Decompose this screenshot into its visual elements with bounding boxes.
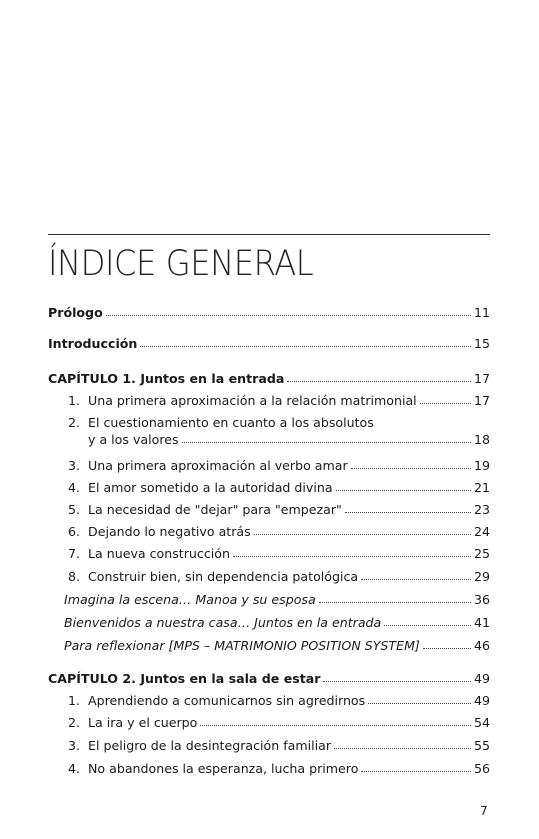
toc-entry-title: Imagina la escena… Manoa y su esposa [64, 592, 316, 607]
toc-entry-page: 29 [473, 569, 490, 584]
toc-entry-page: 23 [473, 502, 490, 517]
toc-entry-title: CAPÍTULO 1. Juntos en la entrada [48, 371, 285, 386]
toc-entry [48, 761, 490, 777]
toc-entry [48, 546, 490, 562]
toc-entry-title: La necesidad de "dejar" para "empezar" [88, 502, 342, 517]
dot-leader [361, 569, 471, 580]
dot-leader [351, 458, 471, 469]
toc-entry-page: 11 [473, 305, 490, 320]
toc-entry-title: Una primera aproximación al verbo amar [88, 458, 348, 473]
dot-leader [323, 671, 470, 682]
toc-entry [48, 480, 490, 496]
toc-entry-title: La nueva construcción [88, 546, 230, 561]
header-rule [48, 234, 490, 235]
toc-entry-page: 21 [473, 480, 490, 495]
dot-leader [254, 524, 471, 535]
dot-leader [420, 393, 471, 404]
toc-entry-page: 55 [473, 738, 490, 753]
toc-entry-title: Para reflexionar [MPS – MATRIMONIO POSITION SYSTEM] [64, 638, 420, 653]
toc-entry-title: CAPÍTULO 2. Juntos en la sala de estar [48, 671, 321, 686]
toc-entry [64, 638, 490, 654]
dot-leader [368, 693, 471, 704]
toc-entry-title: No abandones la esperanza, lucha primero [88, 761, 359, 776]
dot-leader [287, 371, 471, 382]
toc-entry-title: El amor sometido a la autoridad divina [88, 480, 333, 495]
dot-leader [361, 761, 471, 772]
toc-entry-title: Una primera aproximación a la relación matrimonial [88, 393, 417, 408]
toc-entry-title: El cuestionamiento en cuanto a los absolutos [88, 415, 374, 430]
toc-entry-title-continued: y a los valores [88, 432, 179, 447]
toc-entry-page: 56 [473, 761, 490, 776]
toc-heading [48, 305, 490, 321]
page-title: ÍNDICE GENERAL [48, 244, 314, 284]
dot-leader [140, 336, 471, 347]
toc-entry [48, 393, 490, 409]
toc-entry [48, 524, 490, 540]
toc-entry-page: 54 [473, 715, 490, 730]
dot-leader [182, 432, 471, 443]
toc-entry [64, 615, 490, 631]
toc-entry-continuation [48, 432, 490, 448]
toc-entry-number: 8. [67, 569, 80, 584]
toc-entry [48, 458, 490, 474]
toc-entry [48, 715, 490, 731]
toc-entry [48, 738, 490, 754]
dot-leader [345, 502, 471, 513]
dot-leader [106, 305, 471, 316]
toc-entry-number: 4. [67, 761, 80, 776]
toc-entry-page: 19 [473, 458, 490, 473]
toc-entry-number: 3. [67, 738, 80, 753]
dot-leader [423, 638, 471, 649]
page-number: 7 [480, 804, 488, 818]
toc-entry-number: 7. [67, 546, 80, 561]
toc-entry-number: 4. [67, 480, 80, 495]
toc-entry-page: 17 [473, 393, 490, 408]
toc-entry-page: 49 [473, 693, 490, 708]
dot-leader [200, 715, 471, 726]
toc-entry-page: 41 [473, 615, 490, 630]
toc-entry-title: Dejando lo negativo atrás [88, 524, 251, 539]
toc-entry-number: 2. [67, 715, 80, 730]
toc-entry-page: 18 [473, 432, 490, 447]
toc-entry-page: 24 [473, 524, 490, 539]
toc-heading [48, 336, 490, 352]
toc-heading [48, 671, 490, 687]
dot-leader [334, 738, 471, 749]
toc-entry-number: 1. [67, 693, 80, 708]
toc-entry-title: Introducción [48, 336, 138, 351]
toc-entry-number: 5. [67, 502, 80, 517]
toc-entry-page: 36 [473, 592, 490, 607]
toc-entry [48, 569, 490, 585]
toc-entry-number: 2. [67, 415, 80, 430]
toc-entry-page: 46 [473, 638, 490, 653]
toc-entry-title: Aprendiendo a comunicarnos sin agredirnos [88, 693, 366, 708]
toc-heading [48, 371, 490, 387]
toc-entry [48, 693, 490, 709]
toc-entry-page: 17 [473, 371, 490, 386]
toc-entry-title: Bienvenidos a nuestra casa… Juntos en la entrada [64, 615, 382, 630]
dot-leader [319, 592, 471, 603]
dot-leader [233, 546, 471, 557]
toc-entry-page: 25 [473, 546, 490, 561]
toc-entry [48, 415, 490, 431]
toc-entry [48, 502, 490, 518]
toc-entry-title: El peligro de la desintegración familiar [88, 738, 332, 753]
toc-entry-title: Prólogo [48, 305, 103, 320]
toc-entry-page: 49 [473, 671, 490, 686]
toc-entry-number: 6. [67, 524, 80, 539]
toc-entry-number: 1. [67, 393, 80, 408]
toc-entry-number: 3. [67, 458, 80, 473]
toc-entry-title: Construir bien, sin dependencia patológica [88, 569, 359, 584]
dot-leader [384, 615, 471, 626]
toc-entry [64, 592, 490, 608]
toc-entry-page: 15 [473, 336, 490, 351]
dot-leader [336, 480, 471, 491]
toc-entry-title: La ira y el cuerpo [88, 715, 198, 730]
